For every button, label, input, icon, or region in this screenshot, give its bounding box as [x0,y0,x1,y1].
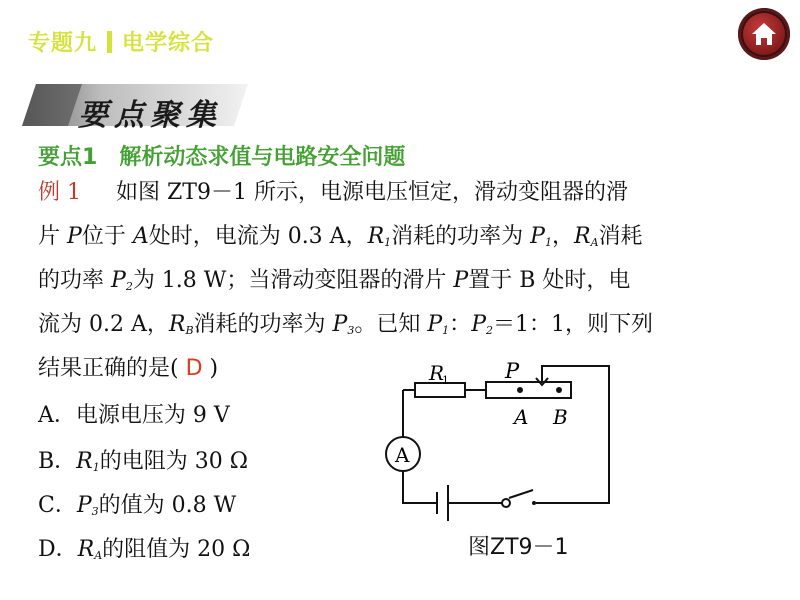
label-p: P [505,359,520,383]
option-prefix: B． [38,449,77,474]
question-text: 如图 ZT9－1 所示，电源电压恒定，滑动变阻器的滑 [116,180,628,205]
var-R: R [367,224,385,249]
option-text: 的电阻为 30 Ω [99,449,248,474]
subscript: 2 [486,324,493,337]
question-text: 消耗 [598,224,643,249]
subscript: B [185,324,194,337]
var-R: R [76,449,93,474]
var-P: P [453,268,469,293]
label-a: A [514,405,529,429]
var-R: R [168,312,186,337]
key-point-label: 要点1 [38,145,98,170]
question-text: 为 1.8 W；当滑动变阻器的滑片 [132,268,454,293]
question-text: 。已知 [354,312,428,337]
subscript: 3 [91,505,99,518]
var-P: P [427,312,443,337]
question-text: 结果正确的是( [38,356,179,381]
question-text: ＝1：1，则下列 [493,312,653,337]
label-b: B [553,405,568,429]
var-P: P [67,224,82,249]
point-b-dot [556,387,562,393]
subscript: 1 [544,236,552,249]
example-label: 例 1 [38,180,81,205]
question-text: 置于 B 处时，电 [468,268,631,293]
topic-title: 电学综合 [122,31,215,56]
var-R: R [573,224,591,249]
subscript: 2 [125,280,133,293]
subscript: 3 [347,324,355,337]
resistor-r1 [415,383,465,397]
topic-number: 专题九 [28,31,98,56]
section-banner-title: 要点聚集 [78,98,222,133]
key-point-title: 解析动态求值与电路安全问题 [119,145,406,170]
var-P: P [471,312,486,337]
option-text: 的值为 0.8 W [98,493,237,518]
switch-contact [502,499,510,507]
var-P: P [332,312,348,337]
question-text: ) [209,356,219,381]
var-P: P [111,268,126,293]
var-P: P [530,224,545,249]
var-P: P [76,493,92,518]
option-prefix: D． [38,537,78,562]
subscript: 1 [384,236,392,249]
ammeter-label: A [395,443,410,467]
option-prefix: C． [38,493,77,518]
question-text: 的功率 [38,268,111,293]
question-text: ： [449,312,472,337]
point-a-dot [517,387,523,393]
question-text: 处时，电流为 0.3 A， [148,224,368,249]
question-text: 位于 [81,224,133,249]
question-text: 片 [38,224,67,249]
subscript: 1 [442,324,450,337]
var-A: A [132,224,149,249]
option-a[interactable]: A．电源电压为 9 V [38,403,230,428]
question-text: 消耗的功率为 [193,312,333,337]
subscript: A [94,549,103,562]
label-r-sub: 1 [442,374,449,387]
var-R: R [77,537,95,562]
label-r: R [429,361,445,385]
question-text: 消耗的功率为 [391,224,531,249]
question-text: 流为 0.2 A， [38,312,169,337]
switch-contact-2 [532,501,536,505]
answer-letter: D [185,356,203,381]
figure-caption: 图ZT9－1 [468,535,569,560]
option-text: 的阻值为 20 Ω [102,537,251,562]
question-text: ， [551,224,574,249]
subscript: 1 [92,461,100,474]
subscript: A [590,236,599,249]
